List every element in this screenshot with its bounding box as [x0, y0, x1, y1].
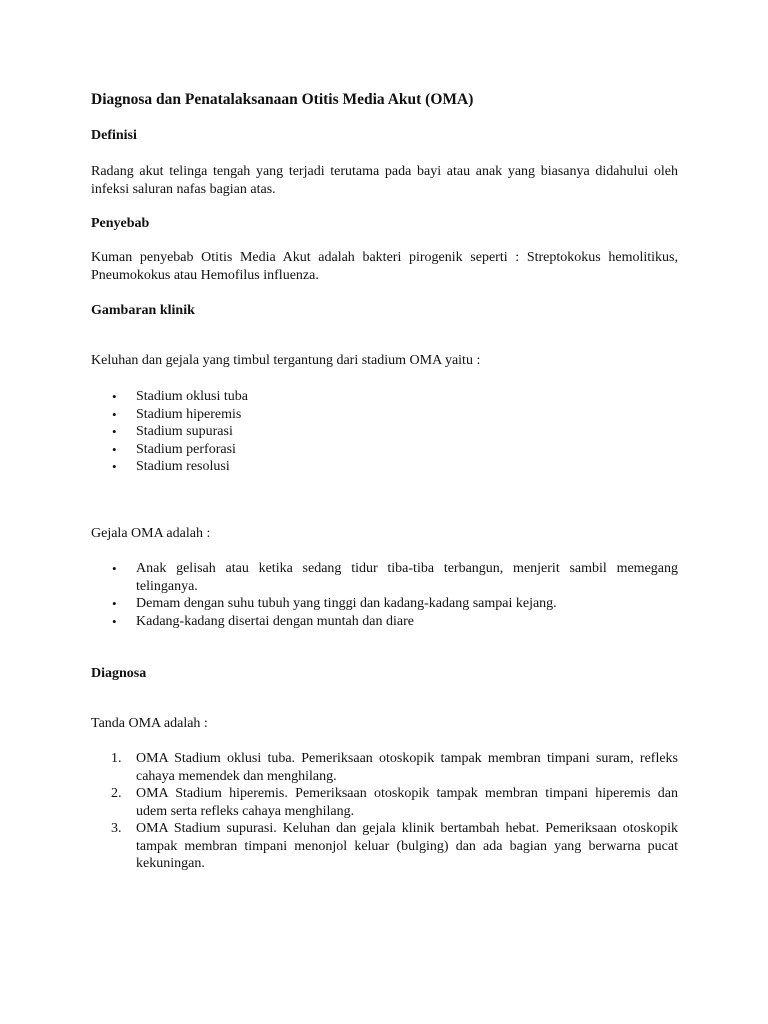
list-item	[91, 441, 678, 459]
document-page	[91, 0, 678, 1024]
bullet-icon: •	[112, 406, 117, 422]
gejala-item-label: Kadang-kadang disertai dengan muntah dan diare	[136, 613, 414, 629]
stadium-item-label: Stadium perforasi	[136, 441, 236, 457]
tanda-list	[91, 750, 678, 873]
diagnosa-intro: Tanda OMA adalah :	[91, 716, 208, 731]
list-item	[91, 785, 678, 820]
bullet-icon: •	[112, 424, 117, 439]
definisi-paragraph: Radang akut telinga tengah yang terjadi terutama pada bayi atau anak yang biasanya didahului oleh infeksi saluran nafas bagian atas.	[91, 164, 678, 197]
bullet-icon: •	[112, 459, 117, 474]
stadium-item-label: Stadium hiperemis	[136, 406, 242, 422]
list-item	[91, 560, 678, 595]
gejala-intro: Gejala OMA adalah :	[91, 526, 211, 541]
bullet-icon: •	[112, 441, 117, 457]
list-number: 2.	[111, 786, 122, 801]
tanda-item-text: OMA Stadium supurasi. Keluhan dan gejala klinik bertambah hebat. Pemeriksaan otoskopik tampak membran timpani menonjol keluar (bulging) dan ada bagian yang berwarna pucat kekuningan.	[136, 821, 678, 871]
bullet-icon: •	[112, 596, 117, 611]
tanda-item-text: OMA Stadium oklusi tuba. Pemeriksaan otoskopik tampak membran timpani suram, refleks cahaya memendek dan menghilang.	[136, 751, 678, 784]
heading-gambaran-klinik: Gambaran klinik	[91, 303, 195, 318]
gambaran-klinik-intro: Keluhan dan gejala yang timbul tergantung dari stadium OMA yaitu :	[91, 353, 481, 368]
list-number: 1.	[111, 751, 122, 766]
heading-definisi: Definisi	[91, 128, 137, 143]
list-item	[91, 820, 678, 873]
gejala-list	[91, 560, 678, 630]
stadium-item-label: Stadium resolusi	[136, 459, 230, 474]
penyebab-paragraph: Kuman penyebab Otitis Media Akut adalah bakteri pirogenik seperti : Streptokokus hemolitikus, Pneumokokus atau Hemofilus influenza.	[91, 250, 678, 283]
heading-diagnosa: Diagnosa	[91, 666, 147, 681]
list-item	[91, 750, 678, 785]
list-item	[91, 406, 678, 424]
heading-penyebab: Penyebab	[91, 216, 150, 231]
list-item	[91, 423, 678, 441]
list-item	[91, 388, 678, 406]
bullet-icon: •	[112, 561, 117, 576]
list-item	[91, 458, 678, 476]
gejala-item-label: Anak gelisah atau ketika sedang tidur tiba-tiba terbangun, menjerit sambil memegang telinganya.	[136, 561, 678, 594]
stadium-item-label: Stadium oklusi tuba	[136, 389, 248, 404]
gejala-item-label: Demam dengan suhu tubuh yang tinggi dan kadang-kadang sampai kejang.	[136, 596, 557, 611]
page-title: Diagnosa dan Penatalaksanaan Otitis Media Akut (OMA)	[91, 91, 474, 108]
list-item	[91, 595, 678, 613]
bullet-icon: •	[112, 389, 117, 404]
list-number: 3.	[111, 821, 122, 836]
stadium-list	[91, 388, 678, 476]
list-item	[91, 613, 678, 631]
stadium-item-label: Stadium supurasi	[136, 424, 233, 439]
tanda-item-text: OMA Stadium hiperemis. Pemeriksaan otoskopik tampak membran timpani hiperemis dan udem serta refleks cahaya menghilang.	[136, 786, 678, 819]
bullet-icon: •	[112, 613, 117, 629]
